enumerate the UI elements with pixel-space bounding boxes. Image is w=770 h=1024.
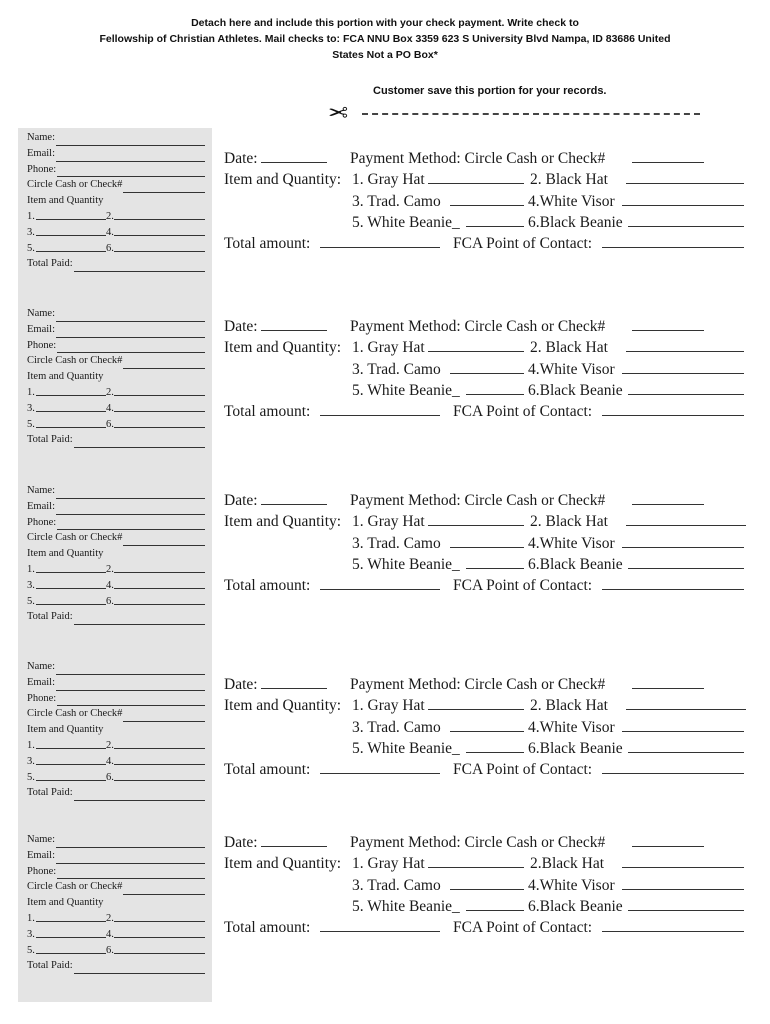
receipt-form — [224, 674, 749, 780]
date-field[interactable] — [261, 832, 327, 847]
payment-label: Circle Cash or Check# — [27, 532, 123, 544]
item-4-field[interactable] — [114, 754, 205, 765]
item-quantity-label: Item and Quantity: — [224, 339, 342, 357]
fca-contact-field[interactable] — [602, 401, 744, 416]
gray-hat-qty[interactable] — [428, 337, 524, 352]
item-quantity-label: Item and Quantity — [27, 371, 104, 383]
total-paid-field[interactable] — [74, 790, 205, 801]
check-number-field[interactable] — [123, 711, 205, 722]
total-amount-field[interactable] — [320, 575, 440, 590]
black-beanie-label: 6.Black Beanie — [528, 213, 623, 231]
total-amount-label: Total amount: — [224, 919, 311, 937]
check-number-field[interactable] — [123, 182, 205, 193]
email-field[interactable] — [56, 680, 205, 691]
total-amount-field[interactable] — [320, 233, 440, 248]
stub-form: Name: Email: Phone: Circle Cash or Check# Item and Quantity 1. 2. 3. 4. 5. 6. Total Paid: — [27, 659, 205, 801]
payment-label: Circle Cash or Check# — [27, 355, 123, 367]
email-label: Email: — [27, 500, 55, 512]
black-hat-label: 2.Black Hat — [530, 855, 605, 873]
phone-label: Phone: — [27, 163, 57, 175]
email-label: Email: — [27, 323, 55, 335]
item-5-field[interactable] — [36, 417, 106, 428]
total-amount-field[interactable] — [320, 917, 440, 932]
gray-hat-label: 1. Gray Hat — [352, 339, 425, 357]
fca-contact-label: FCA Point of Contact: — [453, 403, 593, 421]
check-number-field[interactable] — [632, 674, 704, 689]
total-amount-label: Total amount: — [224, 403, 311, 421]
total-paid-label: Total Paid: — [27, 434, 73, 446]
phone-label: Phone: — [27, 692, 57, 704]
black-beanie-qty[interactable] — [628, 896, 744, 911]
item-4-field[interactable] — [114, 401, 205, 412]
black-beanie-qty[interactable] — [628, 554, 744, 569]
instructions-line-1: Detach here and include this portion with your check payment. Write check to — [191, 17, 579, 29]
white-beanie-label: 5. White Beanie_ — [352, 897, 460, 915]
white-beanie-label: 5. White Beanie_ — [352, 555, 460, 573]
item-quantity-label: Item and Quantity: — [224, 513, 342, 531]
white-visor-qty[interactable] — [622, 191, 744, 206]
black-hat-label: 2. Black Hat — [530, 171, 608, 189]
receipt-form — [224, 490, 749, 596]
item-2-field[interactable] — [114, 209, 205, 220]
name-field[interactable] — [56, 311, 205, 322]
date-label: Date: — [224, 834, 258, 851]
check-number-field[interactable] — [632, 316, 704, 331]
trad-camo-label: 3. Trad. Camo — [352, 192, 441, 210]
name-field[interactable] — [56, 664, 205, 675]
item-2-field[interactable] — [114, 385, 205, 396]
name-label: Name: — [27, 132, 55, 143]
item-quantity-label: Item and Quantity: — [224, 171, 342, 189]
customer-note: Customer save this portion for your records. — [373, 85, 607, 97]
item-2-field[interactable] — [114, 562, 205, 573]
name-field[interactable] — [56, 135, 205, 146]
item-3-field[interactable] — [36, 754, 106, 765]
black-hat-qty[interactable] — [626, 337, 744, 352]
phone-field[interactable] — [57, 166, 205, 177]
email-field[interactable] — [56, 853, 205, 864]
email-label: Email: — [27, 676, 55, 688]
email-field[interactable] — [56, 504, 205, 515]
fca-contact-field[interactable] — [602, 759, 744, 774]
white-beanie-label: 5. White Beanie_ — [352, 213, 460, 231]
receipt-form — [224, 148, 749, 254]
item-5-field[interactable] — [36, 594, 106, 605]
receipt-form — [224, 316, 749, 422]
check-number-field[interactable] — [123, 535, 205, 546]
trad-camo-label: 3. Trad. Camo — [352, 876, 441, 894]
trad-camo-qty[interactable] — [450, 875, 524, 890]
date-field[interactable] — [261, 148, 327, 163]
check-number-field[interactable] — [123, 884, 205, 895]
name-label: Name: — [27, 308, 55, 319]
gray-hat-label: 1. Gray Hat — [352, 855, 425, 873]
item-1-field[interactable] — [36, 562, 106, 573]
item-quantity-label: Item and Quantity: — [224, 697, 342, 715]
dashed-cut-line — [362, 113, 700, 115]
total-amount-field[interactable] — [320, 401, 440, 416]
black-hat-label: 2. Black Hat — [530, 339, 608, 357]
item-quantity-label: Item and Quantity: — [224, 855, 342, 873]
date-label: Date: — [224, 150, 258, 167]
black-beanie-label: 6.Black Beanie — [528, 739, 623, 757]
trad-camo-qty[interactable] — [450, 717, 524, 732]
fca-contact-field[interactable] — [602, 233, 744, 248]
fca-contact-label: FCA Point of Contact: — [453, 577, 593, 595]
item-3-field[interactable] — [36, 225, 106, 236]
phone-field[interactable] — [57, 695, 205, 706]
payment-method-label: Payment Method: Circle Cash or Check# — [350, 318, 606, 335]
gray-hat-label: 1. Gray Hat — [352, 171, 425, 189]
black-hat-label: 2. Black Hat — [530, 513, 608, 531]
item-5-field[interactable] — [36, 241, 106, 252]
gray-hat-label: 1. Gray Hat — [352, 697, 425, 715]
date-label: Date: — [224, 676, 258, 693]
item-6-field[interactable] — [114, 943, 205, 954]
total-paid-field[interactable] — [74, 963, 205, 974]
white-beanie-label: 5. White Beanie_ — [352, 739, 460, 757]
fca-contact-label: FCA Point of Contact: — [453, 235, 593, 253]
email-field[interactable] — [56, 327, 205, 338]
item-quantity-label: Item and Quantity — [27, 724, 104, 736]
trad-camo-label: 3. Trad. Camo — [352, 718, 441, 736]
phone-label: Phone: — [27, 865, 57, 877]
stub-form: Name: Email: Phone: Circle Cash or Check# Item and Quantity 1. 2. 3. 4. 5. 6. Total Paid: — [27, 832, 205, 974]
payment-label: Circle Cash or Check# — [27, 708, 123, 720]
item-6-field[interactable] — [114, 770, 205, 781]
payment-method-label: Payment Method: Circle Cash or Check# — [350, 676, 606, 693]
white-beanie-qty[interactable] — [466, 554, 524, 569]
total-paid-field[interactable] — [74, 261, 205, 272]
item-3-field[interactable] — [36, 927, 106, 938]
item-1-field[interactable] — [36, 385, 106, 396]
date-label: Date: — [224, 492, 258, 509]
white-visor-label: 4.White Visor — [528, 192, 615, 210]
item-4-field[interactable] — [114, 578, 205, 589]
fca-contact-label: FCA Point of Contact: — [453, 919, 593, 937]
white-visor-label: 4.White Visor — [528, 876, 615, 894]
item-6-field[interactable] — [114, 594, 205, 605]
phone-field[interactable] — [57, 868, 205, 879]
check-number-field[interactable] — [632, 832, 704, 847]
trad-camo-qty[interactable] — [450, 359, 524, 374]
item-quantity-label: Item and Quantity — [27, 897, 104, 909]
total-amount-label: Total amount: — [224, 235, 311, 253]
name-label: Name: — [27, 485, 55, 496]
black-beanie-qty[interactable] — [628, 738, 744, 753]
gray-hat-qty[interactable] — [428, 853, 524, 868]
white-beanie-qty[interactable] — [466, 896, 524, 911]
fca-contact-label: FCA Point of Contact: — [453, 761, 593, 779]
item-4-field[interactable] — [114, 927, 205, 938]
payment-method-label: Payment Method: Circle Cash or Check# — [350, 834, 606, 851]
item-5-field[interactable] — [36, 943, 106, 954]
black-hat-qty[interactable] — [626, 511, 746, 526]
white-visor-label: 4.White Visor — [528, 718, 615, 736]
black-beanie-label: 6.Black Beanie — [528, 555, 623, 573]
payment-label: Circle Cash or Check# — [27, 881, 123, 893]
white-visor-qty[interactable] — [622, 717, 744, 732]
trad-camo-label: 3. Trad. Camo — [352, 360, 441, 378]
gray-hat-label: 1. Gray Hat — [352, 513, 425, 531]
white-beanie-qty[interactable] — [466, 212, 524, 227]
total-paid-label: Total Paid: — [27, 611, 73, 623]
stub-form: Name: Email: Phone: Circle Cash or Check# Item and Quantity 1. 2. 3. 4. 5. 6. Total Paid: — [27, 483, 205, 625]
white-visor-qty[interactable] — [622, 533, 744, 548]
item-3-field[interactable] — [36, 578, 106, 589]
receipt-form — [224, 832, 749, 938]
fca-contact-field[interactable] — [602, 575, 744, 590]
white-visor-qty[interactable] — [622, 359, 744, 374]
detach-instructions — [0, 15, 770, 63]
gray-hat-qty[interactable] — [428, 695, 524, 710]
white-beanie-label: 5. White Beanie_ — [352, 381, 460, 399]
total-paid-label: Total Paid: — [27, 960, 73, 972]
phone-label: Phone: — [27, 339, 57, 351]
total-paid-field[interactable] — [74, 614, 205, 625]
trad-camo-qty[interactable] — [450, 533, 524, 548]
name-field[interactable] — [56, 488, 205, 499]
item-3-field[interactable] — [36, 401, 106, 412]
total-amount-label: Total amount: — [224, 577, 311, 595]
gray-hat-qty[interactable] — [428, 511, 524, 526]
check-number-field[interactable] — [632, 148, 704, 163]
white-visor-qty[interactable] — [622, 875, 744, 890]
item-quantity-label: Item and Quantity — [27, 195, 104, 207]
black-hat-label: 2. Black Hat — [530, 697, 608, 715]
gray-hat-qty[interactable] — [428, 169, 524, 184]
date-field[interactable] — [261, 490, 327, 505]
phone-label: Phone: — [27, 516, 57, 528]
phone-field[interactable] — [57, 519, 205, 530]
payment-method-label: Payment Method: Circle Cash or Check# — [350, 150, 606, 167]
email-field[interactable] — [56, 151, 205, 162]
white-visor-label: 4.White Visor — [528, 360, 615, 378]
email-label: Email: — [27, 849, 55, 861]
name-field[interactable] — [56, 837, 205, 848]
black-beanie-qty[interactable] — [628, 212, 744, 227]
check-number-field[interactable] — [632, 490, 704, 505]
black-hat-qty[interactable] — [622, 853, 744, 868]
date-field[interactable] — [261, 674, 327, 689]
black-beanie-label: 6.Black Beanie — [528, 381, 623, 399]
payment-method-label: Payment Method: Circle Cash or Check# — [350, 492, 606, 509]
total-amount-label: Total amount: — [224, 761, 311, 779]
black-hat-qty[interactable] — [626, 695, 746, 710]
item-1-field[interactable] — [36, 209, 106, 220]
payment-label: Circle Cash or Check# — [27, 179, 123, 191]
white-visor-label: 4.White Visor — [528, 534, 615, 552]
black-beanie-label: 6.Black Beanie — [528, 897, 623, 915]
item-6-field[interactable] — [114, 417, 205, 428]
item-5-field[interactable] — [36, 770, 106, 781]
item-1-field[interactable] — [36, 738, 106, 749]
date-field[interactable] — [261, 316, 327, 331]
phone-field[interactable] — [57, 342, 205, 353]
item-2-field[interactable] — [114, 911, 205, 922]
name-label: Name: — [27, 661, 55, 672]
total-paid-field[interactable] — [74, 437, 205, 448]
email-label: Email: — [27, 147, 55, 159]
white-beanie-qty[interactable] — [466, 380, 524, 395]
total-paid-label: Total Paid: — [27, 787, 73, 799]
instructions-line-2: Fellowship of Christian Athletes. Mail checks to: FCA NNU Box 3359 623 S University Blvd Nampa, ID 83686 United — [99, 33, 671, 45]
black-hat-qty[interactable] — [626, 169, 744, 184]
white-beanie-qty[interactable] — [466, 738, 524, 753]
item-quantity-label: Item and Quantity — [27, 548, 104, 560]
item-2-field[interactable] — [114, 738, 205, 749]
stub-form: Name: Email: Phone: Circle Cash or Check# Item and Quantity 1. 2. 3. 4. 5. 6. Total Paid: — [27, 130, 205, 272]
fca-contact-field[interactable] — [602, 917, 744, 932]
scissors-icon: ✂ — [328, 101, 349, 127]
item-4-field[interactable] — [114, 225, 205, 236]
total-paid-label: Total Paid: — [27, 258, 73, 270]
check-number-field[interactable] — [123, 358, 205, 369]
name-label: Name: — [27, 834, 55, 845]
trad-camo-label: 3. Trad. Camo — [352, 534, 441, 552]
black-beanie-qty[interactable] — [628, 380, 744, 395]
item-1-field[interactable] — [36, 911, 106, 922]
trad-camo-qty[interactable] — [450, 191, 524, 206]
date-label: Date: — [224, 318, 258, 335]
instructions-line-3: States Not a PO Box* — [332, 49, 438, 61]
total-amount-field[interactable] — [320, 759, 440, 774]
stub-form: Name: Email: Phone: Circle Cash or Check# Item and Quantity 1. 2. 3. 4. 5. 6. Total Paid: — [27, 306, 205, 448]
item-6-field[interactable] — [114, 241, 205, 252]
